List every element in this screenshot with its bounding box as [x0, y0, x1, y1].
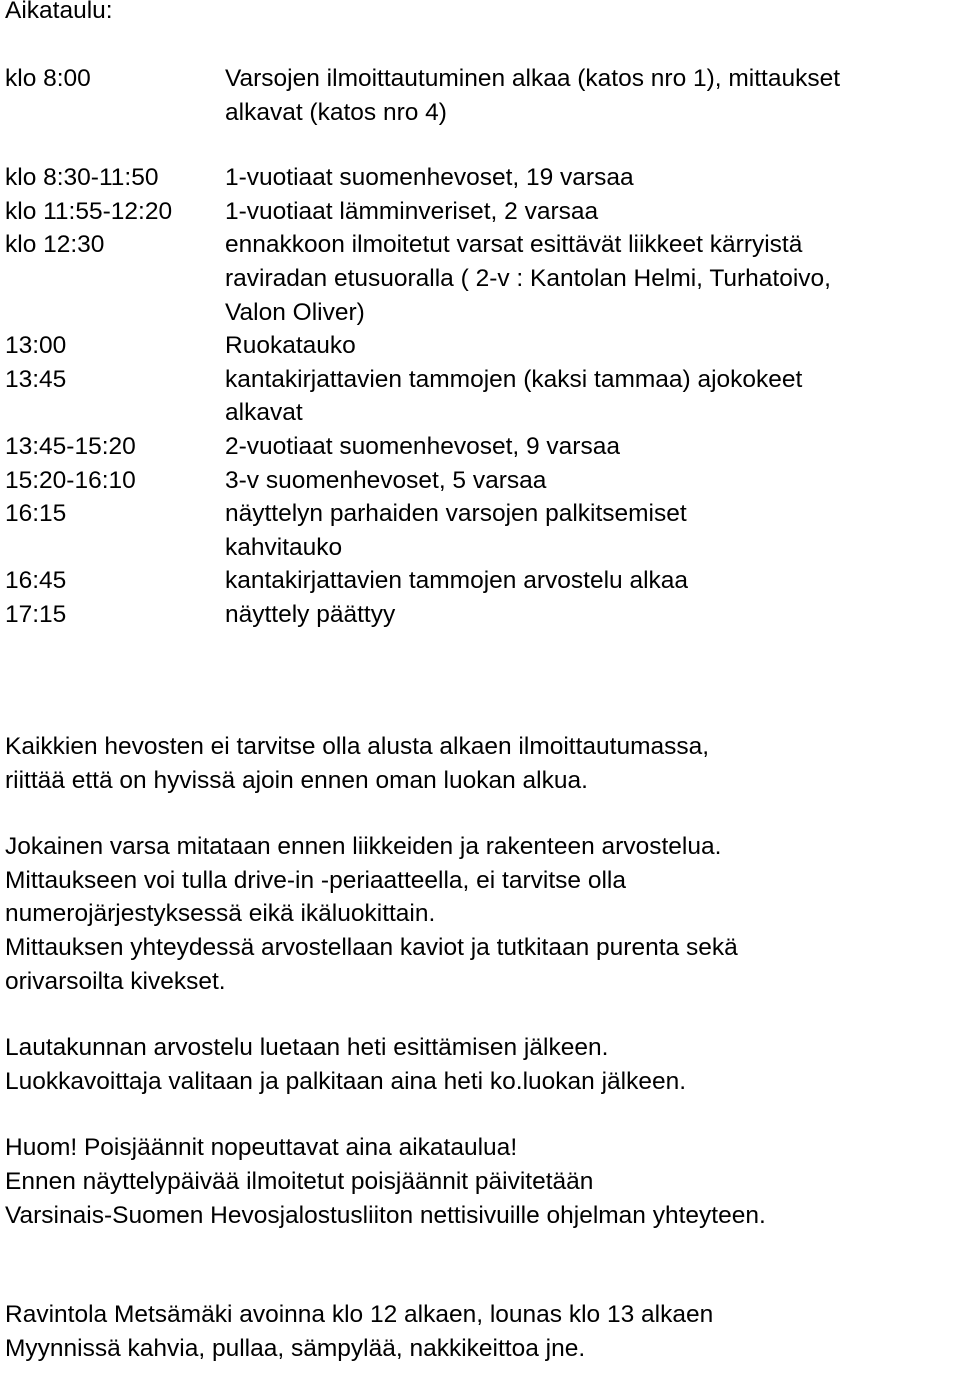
schedule-row	[5, 464, 955, 498]
schedule-time: klo 8:30-11:50	[5, 164, 159, 192]
note-line: Ennen näyttelypäivää ilmoitetut poisjäännit päivitetään	[5, 1167, 594, 1195]
schedule-description	[225, 228, 955, 329]
schedule-line: 3-v suomenhevoset, 5 varsaa	[225, 466, 547, 494]
note-line: Varsinais-Suomen Hevosjalostusliiton nettisivuille ohjelman yhteyteen.	[5, 1201, 766, 1229]
schedule-row	[5, 497, 955, 564]
schedule-line: alkavat	[225, 399, 303, 427]
schedule-description	[225, 497, 955, 564]
schedule-description	[225, 195, 955, 229]
schedule-line: Valon Oliver)	[225, 298, 365, 326]
note-line: riittää että on hyvissä ajoin ennen oman luokan alkua.	[5, 766, 588, 794]
schedule-line: 1-vuotiaat suomenhevoset, 19 varsaa	[225, 164, 634, 192]
schedule-line: 1-vuotiaat lämminveriset, 2 varsaa	[225, 197, 599, 225]
note-line: orivarsoilta kivekset.	[5, 967, 226, 995]
notes-paragraph-judging	[5, 1031, 955, 1098]
schedule-row	[5, 564, 955, 598]
schedule-description	[225, 161, 955, 195]
note-line: Mittauksen yhteydessä arvostellaan kaviot ja tutkitaan purenta sekä	[5, 933, 738, 961]
schedule-time: 13:45-15:20	[5, 432, 136, 460]
schedule-description	[225, 598, 955, 632]
schedule-description	[225, 62, 955, 129]
schedule-line: kantakirjattavien tammojen (kaksi tammaa) ajokokeet	[225, 365, 803, 393]
notes-paragraph-measurement	[5, 830, 955, 998]
schedule-line: raviradan etusuoralla ( 2-v : Kantolan Helmi, Turhatoivo,	[225, 264, 831, 292]
schedule-description	[225, 464, 955, 498]
schedule-row	[5, 598, 955, 632]
schedule-list	[5, 62, 955, 632]
schedule-line: ennakkoon ilmoitetut varsat esittävät liikkeet kärryistä	[225, 231, 803, 259]
schedule-description	[225, 363, 955, 430]
schedule-row	[5, 228, 955, 329]
schedule-row	[5, 195, 955, 229]
schedule-description	[225, 430, 955, 464]
schedule-description	[225, 329, 955, 363]
note-line: Ravintola Metsämäki avoinna klo 12 alkaen, lounas klo 13 alkaen	[5, 1301, 714, 1329]
note-line: Myynnissä kahvia, pullaa, sämpylää, nakkikeittoa jne.	[5, 1334, 586, 1362]
note-line: Huom! Poisjäännit nopeuttavat aina aikataulua!	[5, 1134, 518, 1162]
page-title: Aikataulu:	[5, 0, 113, 24]
schedule-line: Ruokatauko	[225, 332, 356, 360]
note-line: Kaikkien hevosten ei tarvitse olla alusta alkaen ilmoittautumassa,	[5, 733, 710, 760]
schedule-row	[5, 62, 955, 129]
schedule-row	[5, 430, 955, 464]
notes-paragraph-withdrawals	[5, 1131, 955, 1232]
note-line: Mittaukseen voi tulla drive-in -periaatteella, ei tarvitse olla	[5, 866, 626, 894]
schedule-line: näyttely päättyy	[225, 600, 396, 628]
schedule-line: alkavat (katos nro 4)	[225, 98, 447, 126]
schedule-line: kahvitauko	[225, 533, 343, 561]
schedule-line: kantakirjattavien tammojen arvostelu alkaa	[225, 567, 689, 595]
notes-section	[5, 730, 955, 1365]
schedule-time: klo 12:30	[5, 231, 105, 259]
schedule-time: 13:45	[5, 365, 67, 393]
schedule-description	[225, 564, 955, 598]
note-line: Lautakunnan arvostelu luetaan heti esittämisen jälkeen.	[5, 1034, 609, 1062]
schedule-line: näyttelyn parhaiden varsojen palkitsemiset	[225, 500, 687, 528]
note-line: numerojärjestyksessä eikä ikäluokittain.	[5, 900, 436, 928]
note-line: Luokkavoittaja valitaan ja palkitaan aina heti ko.luokan jälkeen.	[5, 1067, 687, 1095]
schedule-row	[5, 363, 955, 430]
schedule-line: Varsojen ilmoittautuminen alkaa (katos nro 1), mittaukset	[225, 65, 841, 92]
notes-paragraph-registration	[5, 730, 955, 797]
schedule-time: 17:15	[5, 600, 67, 628]
schedule-time: 16:15	[5, 500, 67, 528]
schedule-time: klo 11:55-12:20	[5, 197, 173, 225]
schedule-row	[5, 161, 955, 195]
schedule-line: 2-vuotiaat suomenhevoset, 9 varsaa	[225, 432, 620, 460]
schedule-time: 13:00	[5, 332, 67, 360]
notes-paragraph-restaurant	[5, 1298, 955, 1365]
schedule-time: 15:20-16:10	[5, 466, 136, 494]
schedule-time: klo 8:00	[5, 65, 91, 92]
schedule-time: 16:45	[5, 567, 67, 595]
schedule-row	[5, 329, 955, 363]
note-line: Jokainen varsa mitataan ennen liikkeiden ja rakenteen arvostelua.	[5, 833, 722, 861]
